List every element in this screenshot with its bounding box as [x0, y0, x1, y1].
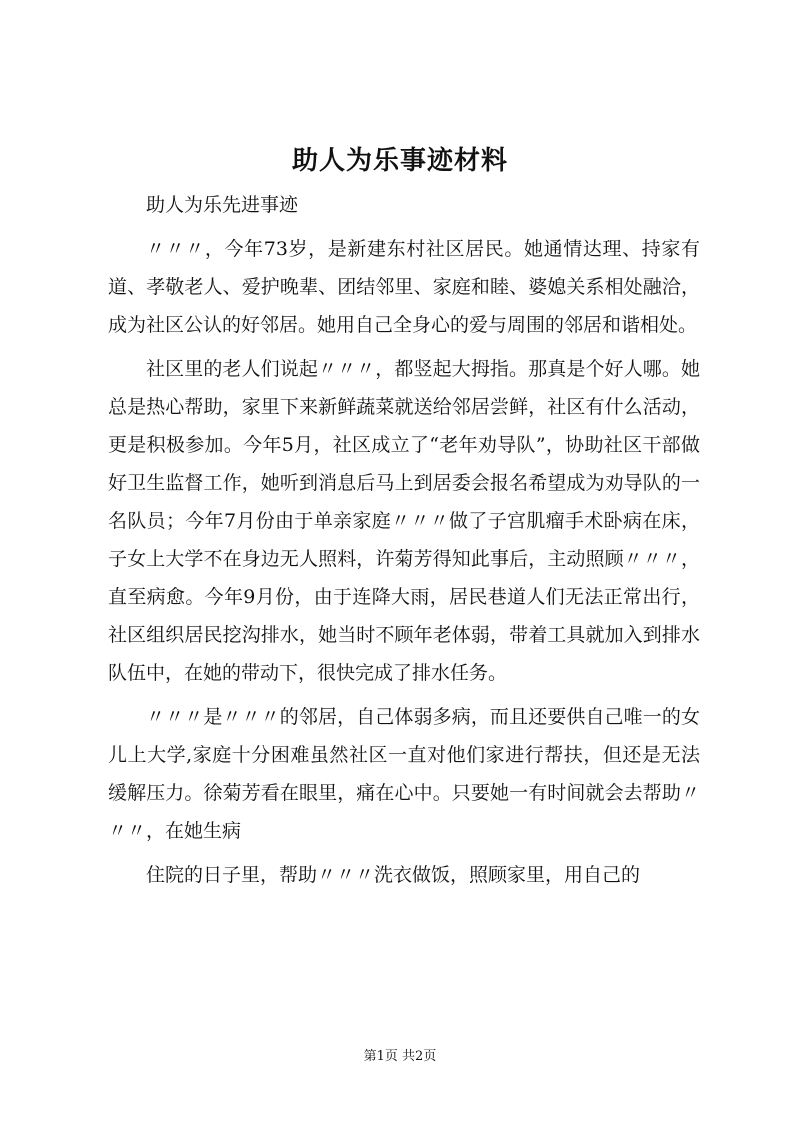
paragraph-subtitle: 助人为乐先进事迹	[146, 194, 299, 216]
page-number-footer: 第1页 共2页	[363, 1049, 437, 1064]
document-title: 助人为乐事迹材料	[291, 146, 508, 176]
document-body	[108, 186, 700, 900]
paragraph: 〃〃〃，今年73岁，是新建东村社区居民。她通情达理、持家有道、孝敬老人、爱护晚辈、团结邻里、家庭和睦、婆媳关系相处融洽，成为社区公认的好邻居。她用自己全身心的爱与周围的邻居和谐相处。	[108, 238, 700, 336]
paragraph: 社区里的老人们说起〃〃〃，都竖起大拇指。那真是个好人哪。她总是热心帮助，家里下来新鲜蔬菜就送给邻居尝鲜，社区有什么活动，更是积极参加。今年5月，社区成立了“老年劝导队”，协助社区干部做好卫生监督工作，她听到消息后马上到居委会报名希望成为劝导队的一名队员；今年7月份由于单亲家庭〃〃〃做了子宫肌瘤手术卧病在床，子女上大学不在身边无人照料，许菊芳得知此事后，主动照顾〃〃〃，直至病愈。今年9月份，由于连降大雨，居民巷道人们无法正常出行，社区组织居民挖沟排水，她当时不顾年老体弱，带着工具就加入到排水队伍中，在她的带动下，很快完成了排水任务。	[108, 358, 700, 684]
paragraph: 〃〃〃是〃〃〃的邻居，自己体弱多病，而且还要供自己唯一的女儿上大学,家庭十分困难虽然社区一直对他们家进行帮扶，但还是无法缓解压力。徐菊芳看在眼里，痛在心中。只要她一有时间就会去帮助〃〃〃，在她生病	[108, 706, 700, 842]
paragraph: 住院的日子里，帮助〃〃〃洗衣做饭，照顾家里，用自己的	[146, 864, 641, 886]
